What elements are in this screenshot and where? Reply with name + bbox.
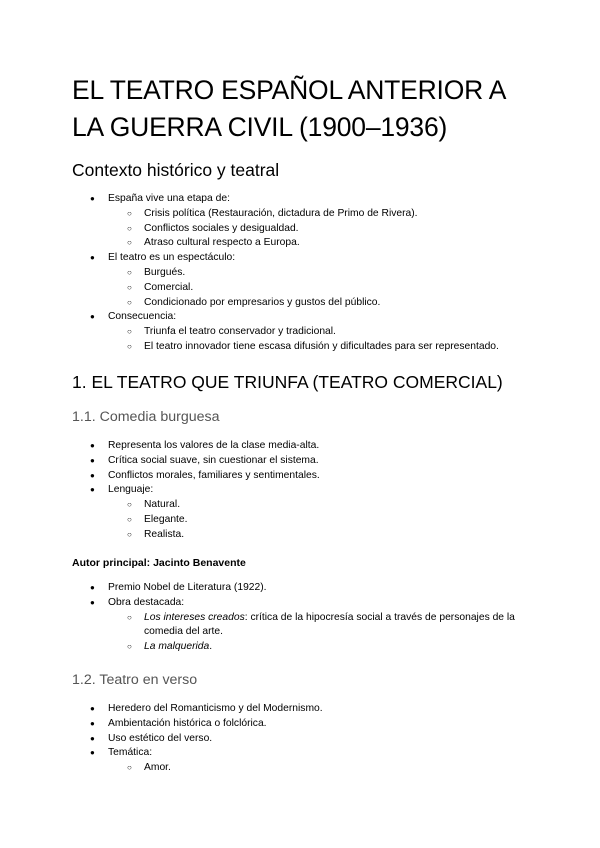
list-subitem: ○ Triunfa el teatro conservador y tradicional. (0, 325, 519, 340)
autor-principal-label: Autor principal: Jacinto Benavente (72, 557, 246, 569)
autor-list (0, 581, 600, 655)
verso-list (0, 702, 600, 776)
circle-bullet-icon: ○ (127, 612, 132, 622)
list-item: ● Heredero del Romanticismo y del Modernismo. (0, 702, 600, 717)
circle-bullet-icon: ○ (127, 267, 132, 277)
list-subitem: ○ Conflictos sociales y desigualdad. (0, 222, 519, 237)
list-item: ● El teatro es un espectáculo: (0, 251, 600, 266)
circle-bullet-icon: ○ (127, 223, 132, 233)
circle-bullet-icon: ○ (127, 642, 132, 652)
contexto-heading: Contexto histórico y teatral (72, 160, 280, 180)
list-item: ● Premio Nobel de Literatura (1922). (0, 581, 600, 596)
circle-bullet-icon: ○ (127, 282, 132, 292)
list-item: ● España vive una etapa de: (0, 192, 600, 207)
bullet-icon: ● (90, 194, 95, 203)
list-subitem: ○ Amor. (0, 761, 519, 776)
bullet-icon: ● (90, 485, 95, 495)
bullet-icon: ● (90, 583, 95, 592)
bullet-icon: ● (90, 597, 95, 607)
bullet-icon: ● (90, 455, 95, 465)
contexto-list (0, 192, 600, 355)
circle-bullet-icon: ○ (127, 514, 132, 524)
list-item: ● Representa los valores de la clase media-alta. (0, 439, 600, 454)
circle-bullet-icon: ○ (127, 763, 132, 773)
list-subitem: ○ Condicionado por empresarios y gustos del público. (0, 296, 519, 311)
bullet-icon: ● (90, 718, 95, 728)
bullet-icon: ● (90, 441, 95, 450)
list-subitem: ○ Natural. (0, 498, 519, 513)
list-item: ● Uso estético del verso. (0, 732, 600, 747)
circle-bullet-icon: ○ (127, 327, 132, 337)
list-item: ● Conflictos morales, familiares y sentimentales. (0, 469, 600, 484)
list-subitem: ○ Burgués. (0, 266, 519, 281)
list-item: ● Crítica social suave, sin cuestionar el sistema. (0, 454, 600, 469)
comedia-heading: 1.1. Comedia burguesa (72, 409, 220, 425)
list-subitem: ○ Elegante. (0, 513, 519, 528)
circle-bullet-icon: ○ (127, 529, 132, 539)
obra-title: Los intereses creados (144, 611, 245, 623)
list-subitem: ○ Comercial. (0, 281, 519, 296)
document-title: EL TEATRO ESPAÑOL ANTERIOR A LA GUERRA CIVIL (1900–1936) (72, 75, 505, 142)
bullet-icon: ● (90, 704, 95, 713)
list-subitem: ○ Crisis política (Restauración, dictadura de Primo de Rivera). (0, 207, 519, 222)
list-subitem-obra: ○ La malquerida. (0, 640, 519, 655)
bullet-icon: ● (90, 253, 95, 263)
bullet-icon: ● (90, 312, 95, 322)
circle-bullet-icon: ○ (127, 500, 132, 510)
circle-bullet-icon: ○ (127, 238, 132, 248)
obra-title: La malquerida (144, 641, 210, 653)
circle-bullet-icon: ○ (127, 341, 132, 351)
section1-heading: 1. EL TEATRO QUE TRIUNFA (TEATRO COMERCIAL) (72, 372, 503, 392)
comedia-list (0, 439, 600, 543)
bullet-icon: ● (90, 470, 95, 480)
list-item: ● Lenguaje: (0, 483, 600, 498)
list-item: ● Consecuencia: (0, 310, 600, 325)
bullet-icon: ● (90, 733, 95, 743)
list-item: ● Temática: (0, 746, 600, 761)
list-subitem: ○ Realista. (0, 528, 519, 543)
bullet-icon: ● (90, 748, 95, 758)
list-subitem-obra: ○ Los intereses creados: crítica de la hipocresía social a través de personajes de la comedia del arte. (127, 611, 515, 638)
circle-bullet-icon: ○ (127, 208, 132, 218)
list-subitem: ○ Atraso cultural respecto a Europa. (0, 236, 519, 251)
list-subitem: ○ El teatro innovador tiene escasa difusión y dificultades para ser representado. (0, 340, 544, 355)
list-item: ● Ambientación histórica o folclórica. (0, 717, 600, 732)
verso-heading: 1.2. Teatro en verso (72, 672, 198, 688)
circle-bullet-icon: ○ (127, 297, 132, 307)
list-item: ● Obra destacada: (0, 596, 600, 611)
